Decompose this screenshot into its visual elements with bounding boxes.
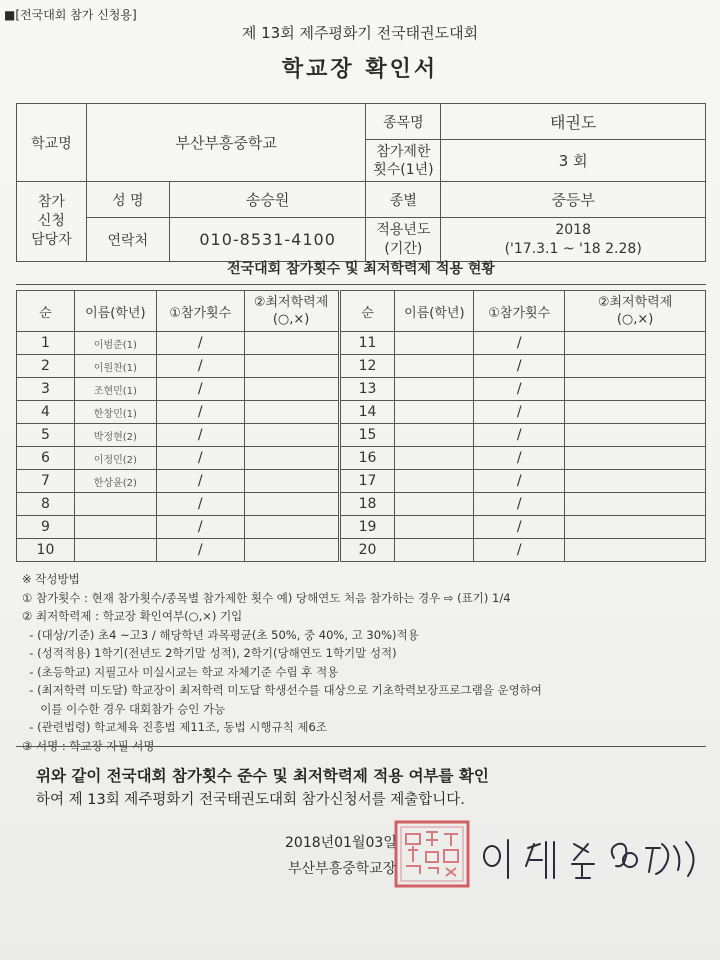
applicant-label-3: 담당자 [31,232,72,248]
limit-label-2: 횟수(1년) [373,161,434,178]
col-no: 순 [17,291,75,332]
row-count: / [156,424,244,447]
row-no: 3 [17,378,75,401]
school-principal: 부산부흥중학교장 [288,861,397,877]
row-min-right [565,447,706,470]
row-min-right [565,424,706,447]
row-name: 이정민(2) [74,447,156,470]
row-no: 6 [17,447,75,470]
row-name: 이원찬(1) [74,355,156,378]
row-min-right [565,355,706,378]
row-no-right: 12 [339,355,395,378]
row-min-right [565,332,706,355]
note-line: - (성적적용) 1학기(전년도 2학기말 성적), 2학기(당해연도 1학기말 성적) [22,646,397,660]
year-label [366,218,441,262]
doc-title: 학교장 확인서 [281,57,439,82]
row-min-right [565,516,706,539]
official-seal [392,818,472,890]
note-line: - (관련법령) 학교체육 진흥법 제11조, 동법 시행규칙 제6조 [22,720,327,734]
row-name-right [395,447,474,470]
row-no: 1 [17,332,75,355]
col-count-right: ①참가횟수 [474,291,565,332]
row-count-right: / [474,355,565,378]
row-count: / [156,516,244,539]
table-row [17,424,706,447]
event-title: 제 13회 제주평화기 전국태권도대회 [241,24,479,42]
row-no-right: 18 [339,493,395,516]
row-no: 9 [17,516,75,539]
row-name [74,516,156,539]
declaration [36,764,489,812]
info-table [16,103,706,262]
contact-value: 010-8531-4100 [169,218,366,262]
row-name-right [395,355,474,378]
limit-label-1: 참가제한 [376,143,431,160]
row-count: / [156,493,244,516]
row-name-right [395,493,474,516]
col-min-1: ②최저학력제 [253,295,329,310]
row-count-right: / [474,401,565,424]
row-name-right [395,378,474,401]
row-no: 8 [17,493,75,516]
col-no-right: 순 [339,291,395,332]
row-name-right [395,401,474,424]
note-line: - (대상/기준) 초4 ~고3 / 해당학년 과목평균(초 50%, 중 40%, 고 30%)적용 [22,627,419,642]
row-no: 7 [17,470,75,493]
year-value-1: 2018 [555,221,591,238]
year-label-2: (기간) [384,240,423,257]
note-line: ① 참가횟수 : 현재 참가횟수/종목별 참가제한 횟수 예) 당해연도 처음 참가하는 경우 ⇨ (표기) 1/4 [22,590,511,605]
status-table-header [17,291,706,332]
limit-value: 3 회 [441,140,706,182]
row-min-right [565,470,706,493]
row-count-right: / [474,332,565,355]
row-no: 2 [17,355,75,378]
table-row [17,401,706,424]
row-min-right [565,493,706,516]
note-line: ※ 작성방법 [22,572,80,586]
note-line: - (최저학력 미도달) 학교장이 최저학력 미도달 학생선수를 대상으로 기초학력보장프로그램을 운영하여 [22,683,542,697]
row-min-right [565,401,706,424]
row-no-right: 11 [339,332,395,355]
col-name: 이름(학년) [74,291,156,332]
declaration-line-1: 위와 같이 전국대회 참가횟수 준수 및 최저학력제 적용 여부를 확인 [36,767,489,785]
row-no-right: 15 [339,424,395,447]
row-count-right: / [474,493,565,516]
table-row [17,493,706,516]
applicant-label-2: 신청 [37,213,65,229]
note-line: - (초등학교) 지필고사 미실시교는 학교 자체기준 수립 후 적용 [22,664,339,679]
table-row [17,355,706,378]
row-count-right: / [474,516,565,539]
notes [22,570,542,755]
col-min-right [565,291,706,332]
row-count: / [156,470,244,493]
contact-label: 연락처 [86,218,169,262]
form-tag: ■[전국대회 참가 신청용] [4,8,137,22]
row-no: 4 [17,401,75,424]
row-name: 박정현(2) [74,424,156,447]
row-count: / [156,401,244,424]
row-no-right: 16 [339,447,395,470]
row-min [244,401,339,424]
row-name: 조현민(1) [74,378,156,401]
table-row [17,516,706,539]
row-name: 한창민(1) [74,401,156,424]
school-value: 부산부흥중학교 [86,104,366,182]
row-min [244,424,339,447]
category-label: 종별 [366,182,441,218]
declaration-line-2: 하여 제 13회 제주평화기 전국태권도대회 참가신청서를 제출합니다. [36,792,465,808]
row-name: 한상윤(2) [74,470,156,493]
category-value: 중등부 [441,182,706,218]
table-row [17,332,706,355]
row-count-right: / [474,378,565,401]
row-no-right: 17 [339,470,395,493]
row-name [74,539,156,562]
limit-label [366,140,441,182]
row-name-right [395,516,474,539]
row-min [244,447,339,470]
row-min-right [565,539,706,562]
row-count-right: / [474,539,565,562]
year-label-1: 적용년도 [376,221,431,238]
table-row [17,378,706,401]
row-min [244,516,339,539]
col-min [244,291,339,332]
row-count: / [156,355,244,378]
row-min [244,332,339,355]
row-name-right [395,539,474,562]
row-min [244,493,339,516]
row-name-right [395,470,474,493]
row-name: 이범준(1) [74,332,156,355]
row-no-right: 13 [339,378,395,401]
principal-signature [478,834,708,884]
row-min [244,539,339,562]
note-line: ③ 서명 : 학교장 자필 서명 [22,738,155,753]
col-min-right-2: (○,×) [616,312,654,327]
row-name-right [395,424,474,447]
name-label: 성 명 [86,182,169,218]
note-line: 이를 이수한 경우 대회참가 승인 가능 [22,701,226,716]
col-min-2: (○,×) [272,312,310,327]
row-no: 10 [17,539,75,562]
year-value [441,218,706,262]
note-line: ② 최저학력제 : 학교장 확인여부(○,×) 기입 [22,609,243,623]
row-count-right: / [474,424,565,447]
row-name-right [395,332,474,355]
row-name [74,493,156,516]
status-table [16,290,706,562]
table-row [17,539,706,562]
row-no-right: 19 [339,516,395,539]
row-count: / [156,539,244,562]
applicant-label [17,182,87,262]
table-row [17,447,706,470]
row-no-right: 20 [339,539,395,562]
row-min [244,355,339,378]
row-min [244,470,339,493]
row-count: / [156,332,244,355]
notes-rule [16,746,706,747]
year-value-2: ('17.3.1 ~ '18 2.28) [504,240,642,257]
school-label: 학교명 [17,104,87,182]
row-count-right: / [474,447,565,470]
status-title: 전국대회 참가횟수 및 최저학력제 적용 현황 [227,261,495,277]
status-title-rule [16,284,706,285]
row-no: 5 [17,424,75,447]
col-min-right-1: ②최저학력제 [597,295,673,310]
row-count: / [156,378,244,401]
event-label: 종목명 [366,104,441,140]
col-name-right: 이름(학년) [395,291,474,332]
date: 2018년01월03일 [285,835,397,851]
row-min [244,378,339,401]
col-count: ①참가횟수 [156,291,244,332]
row-min-right [565,378,706,401]
row-count: / [156,447,244,470]
row-no-right: 14 [339,401,395,424]
name-value: 송승원 [169,182,366,218]
applicant-label-1: 참가 [37,194,65,210]
row-count-right: / [474,470,565,493]
table-row [17,470,706,493]
event-value: 태권도 [441,104,706,140]
